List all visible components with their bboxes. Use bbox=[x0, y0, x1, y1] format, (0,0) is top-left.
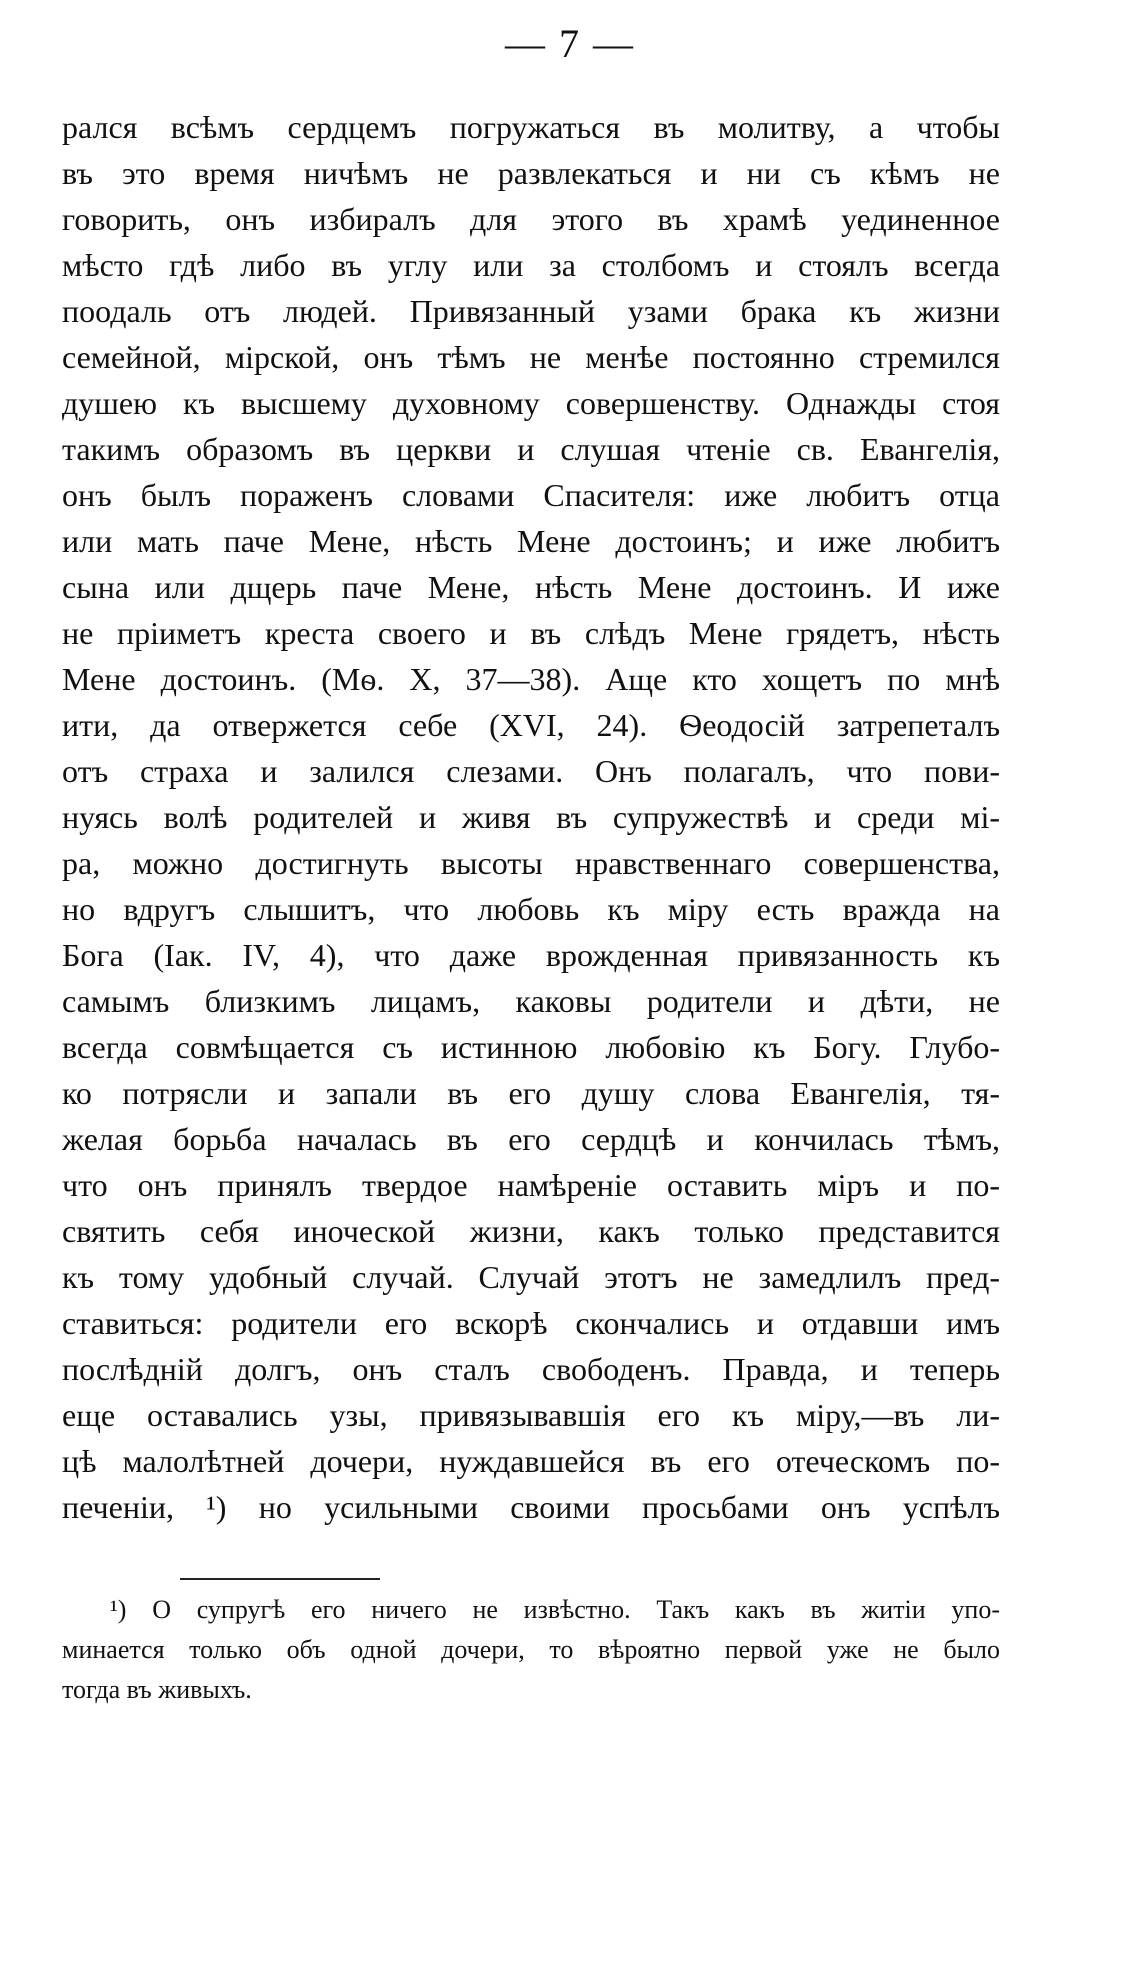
text-line: святить себя иноческой жизни, какъ только представится bbox=[62, 1213, 1000, 1249]
text-line: такимъ образомъ въ церкви и слушая чтеніе св. Евангелія, bbox=[62, 431, 1000, 467]
text-line: въ это время ничѣмъ не развлекаться и ни съ кѣмъ не bbox=[62, 155, 1000, 191]
text-line: печеніи, ¹) но усильными своими просьбами онъ успѣлъ bbox=[62, 1489, 1000, 1525]
text-line: сына или дщерь паче Мене, нѣсть Мене достоинъ. И иже bbox=[62, 569, 1000, 605]
text-line: или мать паче Мене, нѣсть Мене достоинъ; и иже любитъ bbox=[62, 523, 1000, 559]
footnote-line: тогда въ живыхъ. bbox=[62, 1675, 252, 1704]
text-line: самымъ близкимъ лицамъ, каковы родители и дѣти, не bbox=[62, 983, 1000, 1019]
footnote bbox=[62, 1590, 1000, 1710]
text-line: ити, да отвержется себе (XVI, 24). Ѳеодосій затрепеталъ bbox=[62, 707, 1000, 743]
text-line: ко потрясли и запали въ его душу слова Евангелія, тя- bbox=[62, 1075, 1000, 1111]
footnote-divider bbox=[180, 1578, 380, 1580]
footnote-line: минается только объ одной дочери, то вѣроятно первой уже не было bbox=[62, 1635, 1000, 1664]
text-line: что онъ принялъ твердое намѣреніе оставить міръ и по- bbox=[62, 1167, 1000, 1203]
text-line: еще оставались узы, привязывавшія его къ міру,—въ ли- bbox=[62, 1397, 1000, 1433]
text-line: рался всѣмъ сердцемъ погружаться въ молитву, а чтобы bbox=[62, 109, 1000, 145]
text-line: говорить, онъ избиралъ для этого въ храмѣ уединенное bbox=[62, 201, 1000, 237]
text-line: но вдругъ слышитъ, что любовь къ міру есть вражда на bbox=[62, 891, 1000, 927]
text-line: онъ былъ пораженъ словами Спасителя: иже любитъ отца bbox=[62, 477, 1000, 513]
main-text bbox=[62, 104, 1000, 1530]
page-number: — 7 — bbox=[505, 21, 635, 66]
text-line: послѣдній долгъ, онъ сталъ свободенъ. Правда, и теперь bbox=[62, 1351, 1000, 1387]
text-line: ра, можно достигнуть высоты нравственнаго совершенства, bbox=[62, 845, 1000, 881]
text-line: всегда совмѣщается съ истинною любовію къ Богу. Глубо- bbox=[62, 1029, 1000, 1065]
text-line: поодаль отъ людей. Привязанный узами брака къ жизни bbox=[62, 293, 1000, 329]
text-line: Мене достоинъ. (Мѳ. X, 37—38). Аще кто хощетъ по мнѣ bbox=[62, 661, 1000, 697]
text-line: къ тому удобный случай. Случай этотъ не замедлилъ пред- bbox=[62, 1259, 1000, 1295]
text-line: цѣ малолѣтней дочери, нуждавшейся въ его отеческомъ по- bbox=[62, 1443, 1000, 1479]
text-line: ставиться: родители его вскорѣ скончались и отдавши имъ bbox=[62, 1305, 1000, 1341]
text-line: душею къ высшему духовному совершенству. Однажды стоя bbox=[62, 385, 1000, 421]
text-line: семейной, мірской, онъ тѣмъ не менѣе постоянно стремился bbox=[62, 339, 1000, 375]
text-line: мѣсто гдѣ либо въ углу или за столбомъ и стоялъ всегда bbox=[62, 247, 1000, 283]
text-line: желая борьба началась въ его сердцѣ и кончилась тѣмъ, bbox=[62, 1121, 1000, 1157]
text-line: не пріиметъ креста своего и въ слѣдъ Мене грядетъ, нѣсть bbox=[62, 615, 1000, 651]
footnote-line: ¹) О супругѣ его ничего не извѣстно. Такъ какъ въ житіи упо- bbox=[110, 1595, 1000, 1624]
text-line: Бога (Іак. IV, 4), что даже врожденная привязанность къ bbox=[62, 937, 1000, 973]
text-line: отъ страха и залился слезами. Онъ полагалъ, что пови- bbox=[62, 753, 1000, 789]
text-line: нуясь волѣ родителей и живя въ супружествѣ и среди мі- bbox=[62, 799, 1000, 835]
